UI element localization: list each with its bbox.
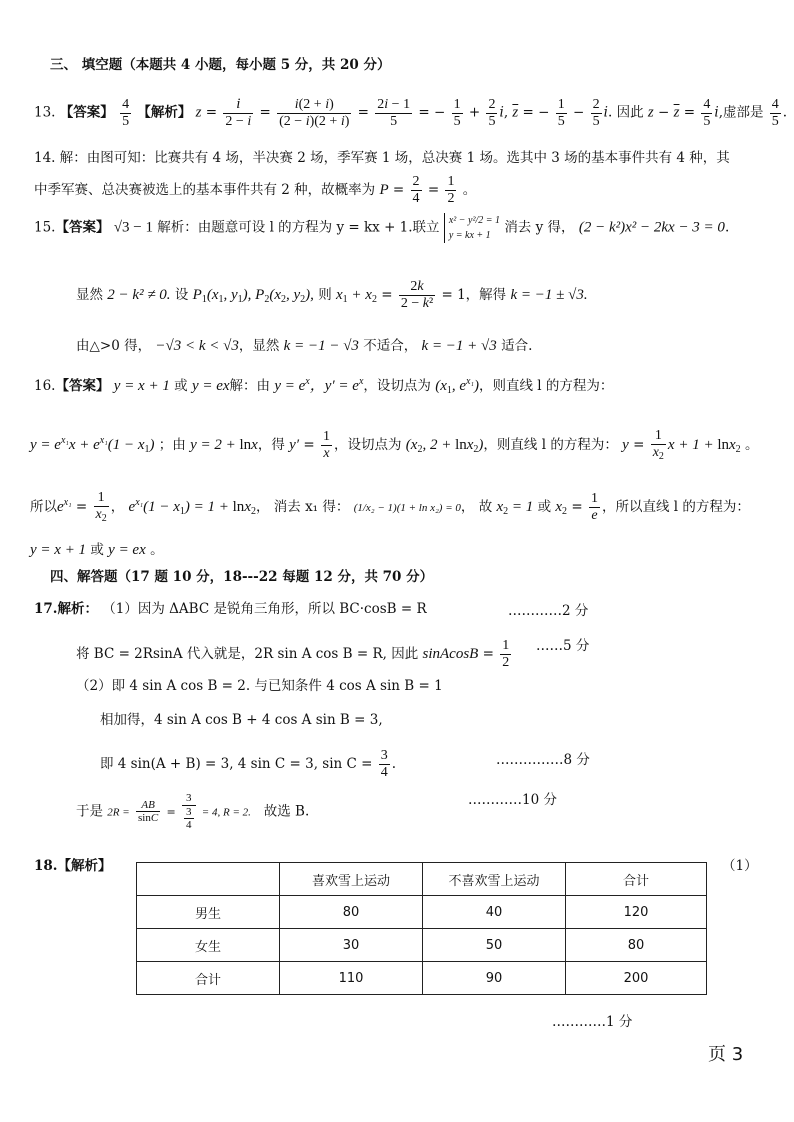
table-cell: 120 [566, 896, 707, 929]
table-row [137, 962, 707, 995]
q17-line6: 于是 2R = $\frac{AB}{\sin C}$ = $\frac{3}{\frac{3}{4}}$ = 4, R = 2. 故选 B. [76, 792, 310, 832]
q17-head: 17.解析： [34, 601, 98, 617]
q15-l3d: 适合. [501, 338, 533, 354]
q16-l1b: 解：由 [229, 378, 271, 394]
q14-text: 中季军赛、总决赛被选上的基本事件共有 2 种，故概率为 [34, 182, 376, 199]
q15-number: 15. [34, 219, 56, 236]
table-header-cell: 喜欢雪上运动 [280, 863, 423, 896]
q18-score: …………1 分 [552, 1014, 633, 1030]
q17-l6a: 于是 [76, 803, 103, 820]
q16-l1c: ，设切点为 [363, 378, 431, 394]
q16-answer-tag: 【答案】 [55, 378, 110, 394]
q17-score-1: …………2 分 [508, 603, 589, 619]
table-cell: 50 [423, 929, 566, 962]
q16-l2c: ，设切点为 [334, 436, 402, 453]
q16-number: 16. [34, 378, 56, 394]
table-header-cell: 不喜欢雪上运动 [423, 863, 566, 896]
page-number: 页 3 [708, 1044, 744, 1065]
q15-tail: 消去 y 得， [504, 219, 575, 236]
table-header-cell: 合计 [566, 863, 707, 896]
table-cell: 110 [280, 962, 423, 995]
q18-part: （1） [722, 858, 758, 874]
q15-analysis-label: 解析 [157, 219, 185, 236]
table-header-row [137, 863, 707, 896]
section3-title: 三、 填空题（本题共 4 小题，每小题 5 分，共 20 分） [50, 57, 391, 73]
q17-score-2: ……5 分 [536, 638, 590, 654]
q15-text: ：由题意可设 l 的方程为 y = kx + 1.联立 [184, 219, 440, 236]
table-header-cell [137, 863, 280, 896]
q17-l2a: 将 BC = 2RsinA 代入就是，2R sin A cos B = R, 因此 [76, 646, 419, 663]
q13: 13. 【答案】 $\frac{4}{5}$ 【解析】 z = $\frac{i}{2 - i}$ = $\frac{i(2 + i)}{(2 - i)(2 + i)}$ = $\frac{2i - 1}{5}$ = − $\frac{1}{5}$ + $\frac{2}{5}$ i, $\overline{z}$ = − $\frac{1}{5}$ − $\frac{2}{5}$ i. 因此 $z - \overline{z}$ = $\frac{4}{5}$ i,虚部是 $\frac{4}{5}$ . [34, 96, 788, 130]
q15-l2c: 则 [318, 287, 332, 304]
table-row [137, 929, 707, 962]
table-cell: 合计 [137, 962, 280, 995]
table-cell: 80 [280, 896, 423, 929]
table-cell: 男生 [137, 896, 280, 929]
q17-line3: （2）即 4 sin A cos B = 2. 与已知条件 4 cos A sin B = 1 [76, 678, 443, 694]
table-cell: 200 [566, 962, 707, 995]
table-cell: 40 [423, 896, 566, 929]
q17-line5: 即 4 sin(A + B) = 3, 4 sin C = 3, sin C = $\frac{3}{4}$ . [100, 748, 397, 781]
table-cell: 90 [423, 962, 566, 995]
q16-l4: 或 [90, 542, 104, 558]
q16-l3d: 或 [537, 498, 552, 515]
q16-l4-end: 。 [150, 542, 164, 558]
table-cell: 80 [566, 929, 707, 962]
q15-l2d: ，解得 [465, 287, 507, 304]
table-row [137, 896, 707, 929]
q17-line2: 将 BC = 2RsinA 代入就是，2R sin A cos B = R, 因此 sinAcosB = $\frac{1}{2}$ [76, 638, 510, 671]
table-cell: 30 [280, 929, 423, 962]
q15-line1: 15.【答案】 √3 − 1 解析：由题意可设 l 的方程为 y = kx + 1.联立 x² − y²/2 = 1 y = kx + 1 消去 y 得， (2 − k²)x² − 2kx − 3 = 0. [34, 215, 730, 241]
q16-l3e: ，所以直线 l 的方程为： [601, 498, 750, 515]
q15-answer-tag: 【答案】 [55, 219, 110, 236]
q16-line3: 所以$e^{x_1}$ = $\frac{1}{x_2}$ ， $e^{x_1}(1 - x_1) = 1 + \ln x_2$， 消去 x₁ 得： (1/x₂ − 1)(1 + ln x₂) = 0， 故 $x_2 = 1$ 或 $x_2$ = $\frac{1}{e}$ ，所以直线 l 的方程为： [30, 490, 750, 525]
q14-end: 。 [462, 182, 477, 199]
q15-l2b: 设 [174, 287, 189, 304]
q13-text-mid: . 因此 [607, 104, 644, 121]
q13-analysis-tag: 【解析】 [137, 104, 192, 121]
q13-text-end: ,虚部是 [718, 104, 764, 121]
q18-head: 18.【解析】 [34, 858, 112, 874]
q15-l3c: 不适合， [363, 338, 418, 354]
q15-l2a: 显然 [76, 287, 103, 304]
q15-l3b: ，显然 [238, 338, 280, 354]
q17-score-8: ……………8 分 [496, 752, 590, 768]
q16-l1: 或 [174, 378, 188, 394]
q16-l3c: 故 [478, 498, 493, 515]
q17-line4: 相加得，4 sin A cos B + 4 cos A sin B = 3, [100, 712, 383, 728]
q13-answer-tag: 【答案】 [59, 104, 114, 121]
q17-l5: 即 4 sin(A + B) = 3, 4 sin C = 3, sin C = [100, 756, 373, 773]
q18-table [136, 862, 707, 995]
q16-line4: y = x + 1 或 y = ex 。 [30, 542, 164, 558]
q15-line3: 由△>0 得， −√3 < k < √3，显然 k = −1 − √3 不适合， k = −1 + √3 适合. [76, 338, 533, 354]
q16-l2b: ，得 [257, 436, 285, 453]
q16-l1d: ，则直线 l 的方程为： [478, 378, 614, 394]
table-cell: 女生 [137, 929, 280, 962]
q16-line1: 16.【答案】 y = x + 1 或 y = ex解：由 $y = e^x$，$y' = e^x$，设切点为 ($x_1$, $e^{x_1}$)，则直线 l 的方程为： [34, 376, 614, 396]
q17-line1 [34, 601, 427, 617]
q16-l2d: ，则直线 l 的方程为： [483, 436, 618, 453]
q16-l2a: ；由 [158, 436, 186, 453]
q17-l1: （1）因为 ΔABC 是锐角三角形，所以 BC·cosB = R [102, 601, 427, 617]
q14-line2: 中季军赛、总决赛被选上的基本事件共有 2 种，故概率为 P = $\frac{2}{4}$ = $\frac{1}{2}$ 。 [34, 174, 477, 207]
section4-title: 四、解答题（17 题 10 分，18---22 每题 12 分，共 70 分） [50, 569, 434, 585]
q17-score-10: …………10 分 [468, 792, 557, 808]
q17-l6b: 故选 B. [263, 803, 310, 820]
q16-l3a: 所以 [30, 498, 57, 515]
q15-line2: 显然 2 − k² ≠ 0. 设 $P_1(x_1$, $y_1$), $P_2(x_2$, $y_2$), 则 $x_1 + x_2$ = $\frac{2k}{\text{2 − k²}}$ = 1，解得 k = −1 ± √3. [76, 279, 588, 312]
q16-l3b: 消去 x₁ 得： [273, 498, 350, 515]
q15-l3a: 由△>0 得， [76, 338, 152, 354]
q16-line2: $y = e^{x_1}x + e^{x_1}(1 - x_1)$ ；由 y = 2 + lnx，得 y′ = $\frac{1}{x}$ ，设切点为 ($x_2$, 2 + lnx$_2$)，则直线 l 的方程为： y = $\frac{1}{x_2}$ x + 1 + lnx$_2$ 。 [30, 428, 759, 463]
q14-line1: 14. 解：由图可知：比赛共有 4 场，半决赛 2 场，季军赛 1 场，总决赛 1 场。选其中 3 场的基本事件共有 4 种，其 [34, 150, 730, 166]
q13-number: 13. [34, 104, 56, 121]
